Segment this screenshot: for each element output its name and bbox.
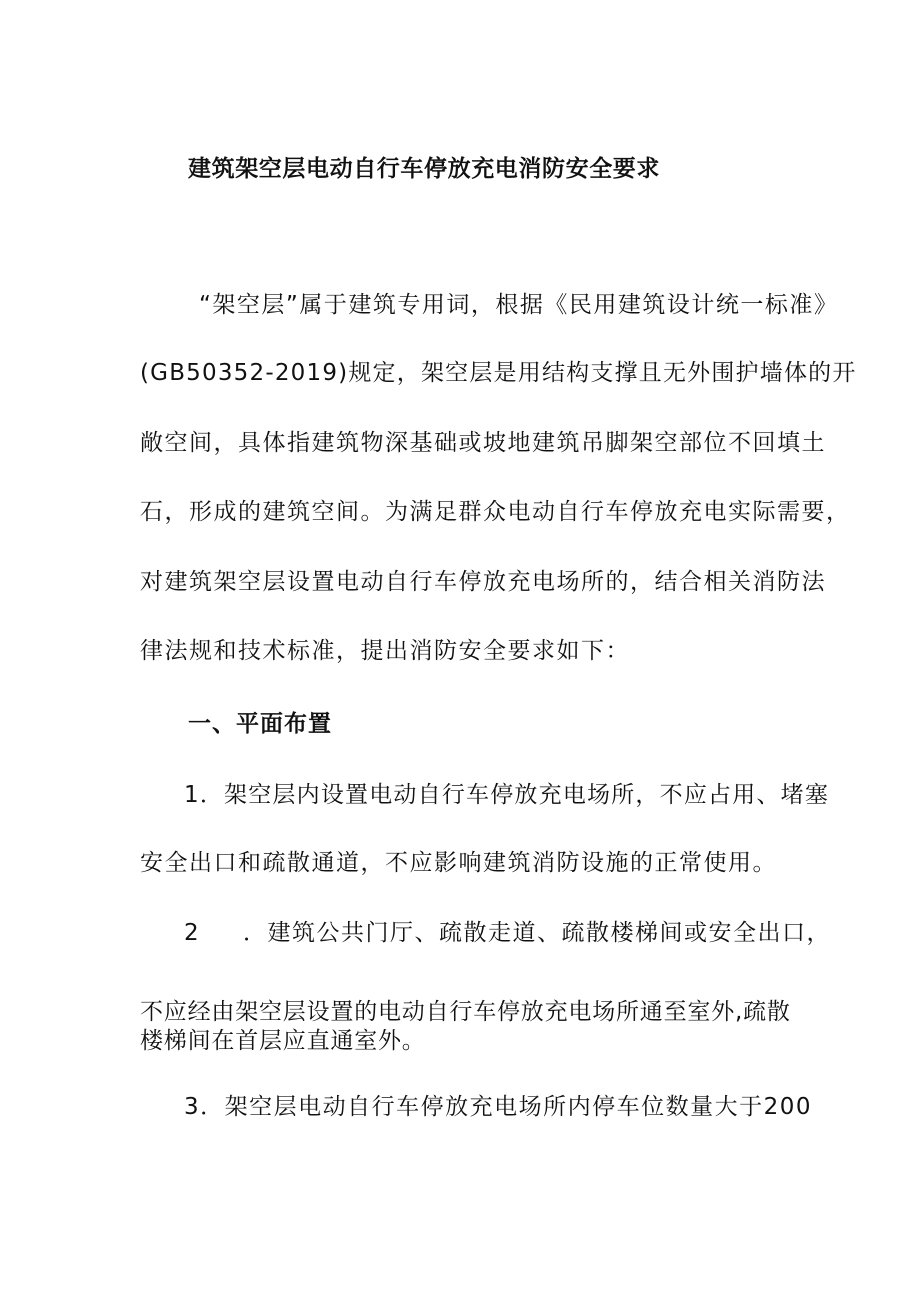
intro-line-3: 敞空间，具体指建筑物深基础或坡地建筑吊脚架空部位不回填土	[140, 430, 826, 456]
intro-line-5: 对建筑架空层设置电动自行车停放充电场所的，结合相关消防法	[140, 569, 826, 595]
item-2-number: 2	[184, 920, 201, 946]
intro-line-1: “架空层”属于建筑专用词，根据《民用建筑设计统一标准》	[199, 292, 839, 318]
item-2-line-3: 楼梯间在首层应直通室外。	[140, 1028, 426, 1054]
intro-line-4: 石，形成的建筑空间。为满足群众电动自行车停放充电实际需要，	[140, 499, 851, 525]
item-1-line-2: 安全出口和疏散通道，不应影响建筑消防设施的正常使用。	[140, 850, 777, 876]
intro-line-6: 律法规和技术标准，提出消防安全要求如下：	[140, 638, 630, 664]
intro-line-2: (GB50352-2019)规定，架空层是用结构支撑且无外围护墙体的开	[140, 360, 857, 386]
document-title: 建筑架空层电动自行车停放充电消防安全要求	[188, 156, 660, 182]
item-1-line-1: 1．架空层内设置电动自行车停放充电场所，不应占用、堵塞	[184, 782, 830, 808]
item-2-line-1: ．建筑公共门厅、疏散走道、疏散楼梯间或安全出口，	[243, 920, 831, 946]
item-3-line-1: 3．架空层电动自行车停放充电场所内停车位数量大于200	[184, 1094, 813, 1120]
section-heading-layout: 一、平面布置	[188, 711, 332, 737]
item-2-line-2: 不应经由架空层设置的电动自行车停放充电场所通至室外,疏散	[140, 999, 791, 1025]
